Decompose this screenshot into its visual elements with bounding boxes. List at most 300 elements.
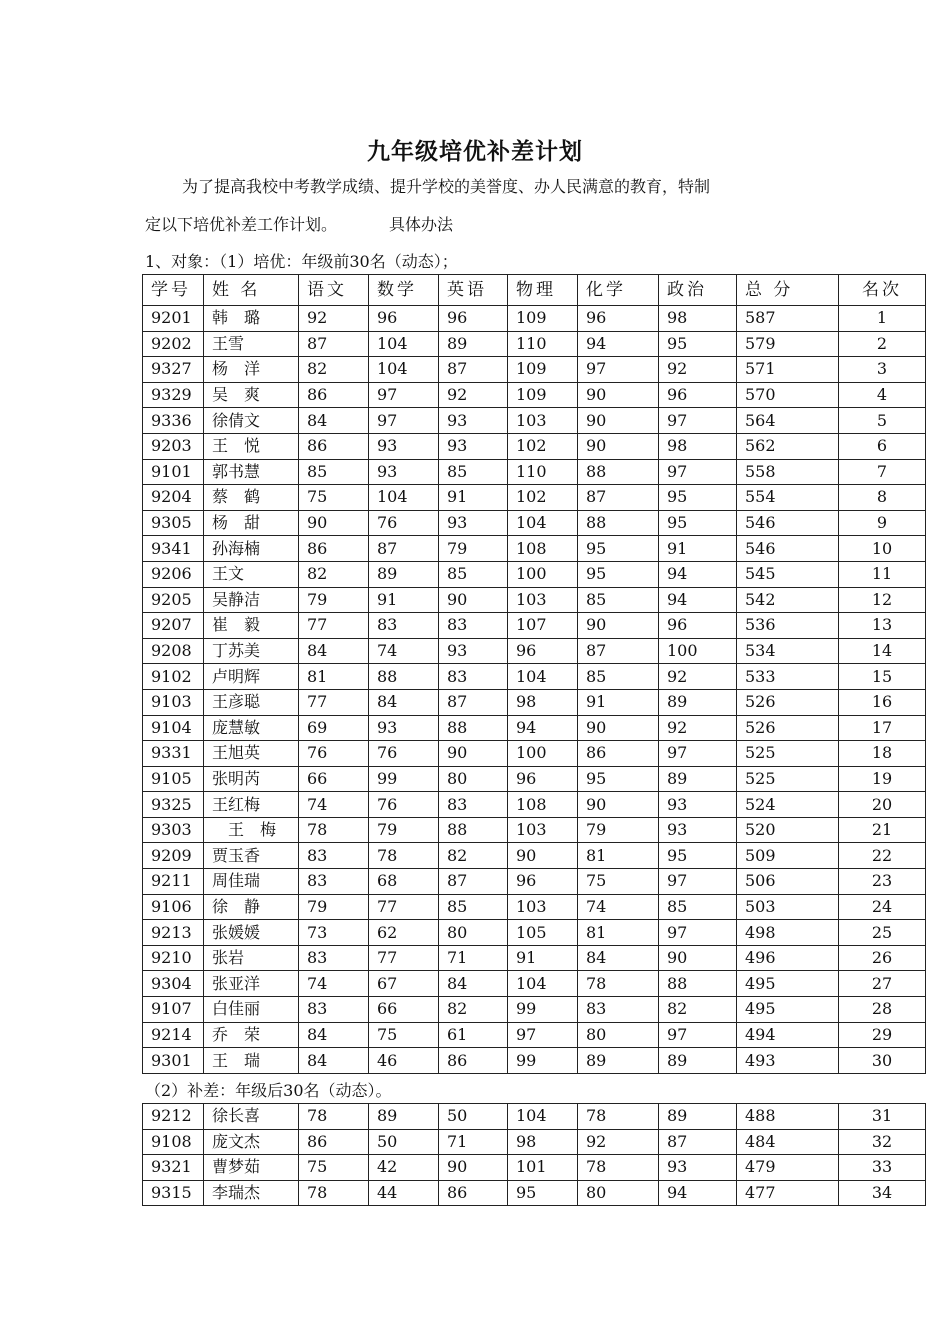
rank-cell: 30 <box>839 1048 926 1074</box>
physics-cell: 103 <box>508 587 578 613</box>
physics-cell: 96 <box>508 869 578 895</box>
table-row <box>143 613 926 639</box>
student-id-cell: 9304 <box>143 971 204 997</box>
math-cell: 83 <box>369 613 439 639</box>
politics-cell: 89 <box>659 1048 737 1074</box>
physics-cell: 95 <box>508 1180 578 1206</box>
chemistry-cell: 75 <box>578 869 659 895</box>
rank-cell: 29 <box>839 1022 926 1048</box>
physics-cell: 102 <box>508 485 578 511</box>
student-id-cell: 9321 <box>143 1155 204 1181</box>
chemistry-cell: 80 <box>578 1022 659 1048</box>
top-students-table <box>142 274 926 1074</box>
total-cell: 496 <box>737 945 839 971</box>
table-row <box>143 741 926 767</box>
chemistry-cell: 92 <box>578 1129 659 1155</box>
rank-cell: 17 <box>839 715 926 741</box>
rank-cell: 28 <box>839 997 926 1023</box>
politics-cell: 94 <box>659 587 737 613</box>
name-cell: 周佳瑞 <box>204 869 299 895</box>
table-row <box>143 920 926 946</box>
student-id-cell: 9303 <box>143 817 204 843</box>
student-id-cell: 9209 <box>143 843 204 869</box>
total-cell: 579 <box>737 331 839 357</box>
math-cell: 78 <box>369 843 439 869</box>
rank-cell: 19 <box>839 766 926 792</box>
document-title: 九年级培优补差计划 <box>367 138 583 165</box>
student-id-cell: 9107 <box>143 997 204 1023</box>
name-cell: 王红梅 <box>204 792 299 818</box>
physics-cell: 96 <box>508 766 578 792</box>
chemistry-cell: 90 <box>578 715 659 741</box>
physics-cell: 104 <box>508 510 578 536</box>
name-cell: 白佳丽 <box>204 997 299 1023</box>
chinese-cell: 76 <box>299 741 369 767</box>
english-cell: 79 <box>439 536 508 562</box>
name-cell: 韩 璐 <box>204 306 299 332</box>
name-cell: 王旭英 <box>204 741 299 767</box>
table-row <box>143 997 926 1023</box>
chinese-cell: 83 <box>299 843 369 869</box>
student-id-cell: 9211 <box>143 869 204 895</box>
rank-cell: 22 <box>839 843 926 869</box>
student-id-cell: 9103 <box>143 689 204 715</box>
physics-cell: 104 <box>508 664 578 690</box>
physics-cell: 99 <box>508 1048 578 1074</box>
column-header: 政治 <box>659 275 737 306</box>
rank-cell: 21 <box>839 817 926 843</box>
chemistry-cell: 95 <box>578 561 659 587</box>
student-id-cell: 9108 <box>143 1129 204 1155</box>
column-header: 化学 <box>578 275 659 306</box>
name-cell: 郭书慧 <box>204 459 299 485</box>
name-cell: 张岩 <box>204 945 299 971</box>
chinese-cell: 78 <box>299 1104 369 1130</box>
student-id-cell: 9201 <box>143 306 204 332</box>
chinese-cell: 84 <box>299 638 369 664</box>
table-row <box>143 433 926 459</box>
total-cell: 558 <box>737 459 839 485</box>
chinese-cell: 81 <box>299 664 369 690</box>
chemistry-cell: 95 <box>578 536 659 562</box>
rank-cell: 12 <box>839 587 926 613</box>
total-cell: 493 <box>737 1048 839 1074</box>
bottom-students-table <box>142 1103 926 1206</box>
math-cell: 93 <box>369 433 439 459</box>
table-row <box>143 894 926 920</box>
student-id-cell: 9336 <box>143 408 204 434</box>
politics-cell: 100 <box>659 638 737 664</box>
chemistry-cell: 88 <box>578 510 659 536</box>
name-cell: 杨 洋 <box>204 357 299 383</box>
name-cell: 吴静洁 <box>204 587 299 613</box>
politics-cell: 97 <box>659 1022 737 1048</box>
name-cell: 王雪 <box>204 331 299 357</box>
table-row <box>143 1155 926 1181</box>
politics-cell: 88 <box>659 971 737 997</box>
math-cell: 104 <box>369 331 439 357</box>
name-cell: 乔 荣 <box>204 1022 299 1048</box>
physics-cell: 109 <box>508 306 578 332</box>
chemistry-cell: 85 <box>578 587 659 613</box>
physics-cell: 103 <box>508 817 578 843</box>
english-cell: 83 <box>439 792 508 818</box>
english-cell: 86 <box>439 1048 508 1074</box>
physics-cell: 90 <box>508 843 578 869</box>
chemistry-cell: 94 <box>578 331 659 357</box>
politics-cell: 95 <box>659 331 737 357</box>
name-cell: 贾玉香 <box>204 843 299 869</box>
student-id-cell: 9205 <box>143 587 204 613</box>
intro-paragraph-line2 <box>145 212 453 235</box>
total-cell: 520 <box>737 817 839 843</box>
table-row <box>143 510 926 536</box>
chemistry-cell: 80 <box>578 1180 659 1206</box>
student-id-cell: 9208 <box>143 638 204 664</box>
chinese-cell: 83 <box>299 869 369 895</box>
math-cell: 99 <box>369 766 439 792</box>
politics-cell: 89 <box>659 689 737 715</box>
physics-cell: 100 <box>508 741 578 767</box>
math-cell: 74 <box>369 638 439 664</box>
physics-cell: 104 <box>508 1104 578 1130</box>
column-header: 英语 <box>439 275 508 306</box>
english-cell: 82 <box>439 843 508 869</box>
math-cell: 89 <box>369 561 439 587</box>
chemistry-cell: 88 <box>578 459 659 485</box>
chinese-cell: 75 <box>299 1155 369 1181</box>
math-cell: 68 <box>369 869 439 895</box>
chemistry-cell: 90 <box>578 613 659 639</box>
english-cell: 86 <box>439 1180 508 1206</box>
english-cell: 89 <box>439 331 508 357</box>
total-cell: 525 <box>737 741 839 767</box>
total-cell: 533 <box>737 664 839 690</box>
total-cell: 536 <box>737 613 839 639</box>
name-cell: 张明芮 <box>204 766 299 792</box>
student-id-cell: 9206 <box>143 561 204 587</box>
chemistry-cell: 91 <box>578 689 659 715</box>
rank-cell: 24 <box>839 894 926 920</box>
student-id-cell: 9327 <box>143 357 204 383</box>
physics-cell: 103 <box>508 894 578 920</box>
chemistry-cell: 78 <box>578 1155 659 1181</box>
table-row <box>143 638 926 664</box>
english-cell: 93 <box>439 638 508 664</box>
total-cell: 498 <box>737 920 839 946</box>
chinese-cell: 73 <box>299 920 369 946</box>
politics-cell: 93 <box>659 1155 737 1181</box>
student-id-cell: 9207 <box>143 613 204 639</box>
table-row <box>143 1104 926 1130</box>
physics-cell: 98 <box>508 1129 578 1155</box>
chemistry-cell: 96 <box>578 306 659 332</box>
physics-cell: 98 <box>508 689 578 715</box>
total-cell: 506 <box>737 869 839 895</box>
physics-cell: 104 <box>508 971 578 997</box>
chemistry-cell: 90 <box>578 792 659 818</box>
total-cell: 526 <box>737 715 839 741</box>
rank-cell: 7 <box>839 459 926 485</box>
physics-cell: 99 <box>508 997 578 1023</box>
table-row <box>143 587 926 613</box>
english-cell: 88 <box>439 715 508 741</box>
rank-cell: 27 <box>839 971 926 997</box>
section-top-students: 1、对象：（1）培优：年级前30名（动态）； <box>145 252 458 271</box>
english-cell: 90 <box>439 1155 508 1181</box>
politics-cell: 93 <box>659 792 737 818</box>
student-id-cell: 9203 <box>143 433 204 459</box>
math-cell: 77 <box>369 894 439 920</box>
column-header: 语文 <box>299 275 369 306</box>
politics-cell: 92 <box>659 357 737 383</box>
chemistry-cell: 81 <box>578 920 659 946</box>
chinese-cell: 82 <box>299 357 369 383</box>
table-row <box>143 1129 926 1155</box>
math-cell: 62 <box>369 920 439 946</box>
total-cell: 495 <box>737 971 839 997</box>
chinese-cell: 83 <box>299 945 369 971</box>
physics-cell: 96 <box>508 638 578 664</box>
total-cell: 546 <box>737 510 839 536</box>
section-bottom-students: （2）补差：年级后30名（动态）。 <box>145 1081 392 1100</box>
math-cell: 79 <box>369 817 439 843</box>
name-cell: 李瑞杰 <box>204 1180 299 1206</box>
total-cell: 526 <box>737 689 839 715</box>
name-cell: 王 瑞 <box>204 1048 299 1074</box>
math-cell: 93 <box>369 715 439 741</box>
student-id-cell: 9301 <box>143 1048 204 1074</box>
table-row <box>143 766 926 792</box>
student-id-cell: 9341 <box>143 536 204 562</box>
politics-cell: 92 <box>659 715 737 741</box>
chemistry-cell: 90 <box>578 433 659 459</box>
english-cell: 96 <box>439 306 508 332</box>
math-cell: 76 <box>369 792 439 818</box>
chinese-cell: 86 <box>299 433 369 459</box>
english-cell: 83 <box>439 613 508 639</box>
politics-cell: 89 <box>659 766 737 792</box>
english-cell: 85 <box>439 459 508 485</box>
student-id-cell: 9204 <box>143 485 204 511</box>
rank-cell: 13 <box>839 613 926 639</box>
physics-cell: 105 <box>508 920 578 946</box>
rank-cell: 2 <box>839 331 926 357</box>
student-id-cell: 9210 <box>143 945 204 971</box>
rank-cell: 6 <box>839 433 926 459</box>
math-cell: 104 <box>369 485 439 511</box>
rank-cell: 15 <box>839 664 926 690</box>
name-cell: 孙海楠 <box>204 536 299 562</box>
math-cell: 77 <box>369 945 439 971</box>
table-row <box>143 459 926 485</box>
chemistry-cell: 84 <box>578 945 659 971</box>
table-row <box>143 664 926 690</box>
math-cell: 87 <box>369 536 439 562</box>
chemistry-cell: 90 <box>578 408 659 434</box>
column-header: 姓 名 <box>204 275 299 306</box>
table-row <box>143 843 926 869</box>
total-cell: 524 <box>737 792 839 818</box>
name-cell: 王 梅 <box>204 817 299 843</box>
name-cell: 杨 甜 <box>204 510 299 536</box>
politics-cell: 95 <box>659 510 737 536</box>
table-row <box>143 382 926 408</box>
total-cell: 477 <box>737 1180 839 1206</box>
chemistry-cell: 97 <box>578 357 659 383</box>
student-id-cell: 9315 <box>143 1180 204 1206</box>
rank-cell: 34 <box>839 1180 926 1206</box>
politics-cell: 91 <box>659 536 737 562</box>
rank-cell: 5 <box>839 408 926 434</box>
total-cell: 542 <box>737 587 839 613</box>
student-id-cell: 9101 <box>143 459 204 485</box>
student-id-cell: 9106 <box>143 894 204 920</box>
name-cell: 曹梦茹 <box>204 1155 299 1181</box>
chinese-cell: 74 <box>299 971 369 997</box>
rank-cell: 1 <box>839 306 926 332</box>
chinese-cell: 86 <box>299 1129 369 1155</box>
physics-cell: 97 <box>508 1022 578 1048</box>
math-cell: 89 <box>369 1104 439 1130</box>
chinese-cell: 69 <box>299 715 369 741</box>
table-row <box>143 689 926 715</box>
physics-cell: 100 <box>508 561 578 587</box>
rank-cell: 18 <box>839 741 926 767</box>
name-cell: 蔡 鹤 <box>204 485 299 511</box>
total-cell: 587 <box>737 306 839 332</box>
name-cell: 庞文杰 <box>204 1129 299 1155</box>
student-id-cell: 9305 <box>143 510 204 536</box>
english-cell: 87 <box>439 869 508 895</box>
math-cell: 91 <box>369 587 439 613</box>
table-row <box>143 1180 926 1206</box>
total-cell: 484 <box>737 1129 839 1155</box>
chinese-cell: 74 <box>299 792 369 818</box>
politics-cell: 97 <box>659 459 737 485</box>
rank-cell: 9 <box>839 510 926 536</box>
student-id-cell: 9214 <box>143 1022 204 1048</box>
math-cell: 104 <box>369 357 439 383</box>
total-cell: 488 <box>737 1104 839 1130</box>
chinese-cell: 87 <box>299 331 369 357</box>
total-cell: 525 <box>737 766 839 792</box>
name-cell: 王彦聪 <box>204 689 299 715</box>
politics-cell: 89 <box>659 1104 737 1130</box>
politics-cell: 98 <box>659 306 737 332</box>
name-cell: 卢明辉 <box>204 664 299 690</box>
english-cell: 90 <box>439 741 508 767</box>
total-cell: 494 <box>737 1022 839 1048</box>
chinese-cell: 84 <box>299 1022 369 1048</box>
total-cell: 554 <box>737 485 839 511</box>
math-cell: 76 <box>369 741 439 767</box>
chinese-cell: 85 <box>299 459 369 485</box>
total-cell: 545 <box>737 561 839 587</box>
politics-cell: 92 <box>659 664 737 690</box>
chemistry-cell: 95 <box>578 766 659 792</box>
name-cell: 徐倩文 <box>204 408 299 434</box>
physics-cell: 109 <box>508 357 578 383</box>
chemistry-cell: 79 <box>578 817 659 843</box>
table-row <box>143 869 926 895</box>
chinese-cell: 78 <box>299 1180 369 1206</box>
politics-cell: 98 <box>659 433 737 459</box>
chemistry-cell: 83 <box>578 997 659 1023</box>
chemistry-cell: 85 <box>578 664 659 690</box>
chemistry-cell: 74 <box>578 894 659 920</box>
politics-cell: 82 <box>659 997 737 1023</box>
chinese-cell: 77 <box>299 613 369 639</box>
student-id-cell: 9325 <box>143 792 204 818</box>
name-cell: 徐长喜 <box>204 1104 299 1130</box>
rank-cell: 16 <box>839 689 926 715</box>
math-cell: 46 <box>369 1048 439 1074</box>
physics-cell: 108 <box>508 792 578 818</box>
math-cell: 44 <box>369 1180 439 1206</box>
politics-cell: 94 <box>659 1180 737 1206</box>
chinese-cell: 86 <box>299 536 369 562</box>
english-cell: 50 <box>439 1104 508 1130</box>
total-cell: 564 <box>737 408 839 434</box>
table-row <box>143 561 926 587</box>
english-cell: 80 <box>439 920 508 946</box>
chemistry-cell: 87 <box>578 638 659 664</box>
student-id-cell: 9104 <box>143 715 204 741</box>
english-cell: 84 <box>439 971 508 997</box>
politics-cell: 96 <box>659 382 737 408</box>
math-cell: 66 <box>369 997 439 1023</box>
rank-cell: 10 <box>839 536 926 562</box>
english-cell: 87 <box>439 357 508 383</box>
student-id-cell: 9212 <box>143 1104 204 1130</box>
column-header: 数学 <box>369 275 439 306</box>
chinese-cell: 75 <box>299 485 369 511</box>
table-row <box>143 817 926 843</box>
math-cell: 75 <box>369 1022 439 1048</box>
student-id-cell: 9202 <box>143 331 204 357</box>
math-cell: 97 <box>369 382 439 408</box>
table-row <box>143 792 926 818</box>
rank-cell: 32 <box>839 1129 926 1155</box>
rank-cell: 20 <box>839 792 926 818</box>
physics-cell: 102 <box>508 433 578 459</box>
total-cell: 546 <box>737 536 839 562</box>
politics-cell: 87 <box>659 1129 737 1155</box>
rank-cell: 25 <box>839 920 926 946</box>
chinese-cell: 86 <box>299 382 369 408</box>
name-cell: 王 悦 <box>204 433 299 459</box>
english-cell: 61 <box>439 1022 508 1048</box>
table-row <box>143 945 926 971</box>
table-row <box>143 536 926 562</box>
total-cell: 570 <box>737 382 839 408</box>
column-header: 学号 <box>143 275 204 306</box>
physics-cell: 91 <box>508 945 578 971</box>
name-cell: 丁苏美 <box>204 638 299 664</box>
student-id-cell: 9105 <box>143 766 204 792</box>
english-cell: 71 <box>439 1129 508 1155</box>
chinese-cell: 77 <box>299 689 369 715</box>
english-cell: 90 <box>439 587 508 613</box>
math-cell: 93 <box>369 459 439 485</box>
student-id-cell: 9329 <box>143 382 204 408</box>
english-cell: 93 <box>439 510 508 536</box>
intro-paragraph-line1: 为了提高我校中考教学成绩、提升学校的美誉度、办人民满意的教育，特制 <box>182 177 711 196</box>
column-header: 物理 <box>508 275 578 306</box>
table-row <box>143 971 926 997</box>
name-cell: 庞慧敏 <box>204 715 299 741</box>
